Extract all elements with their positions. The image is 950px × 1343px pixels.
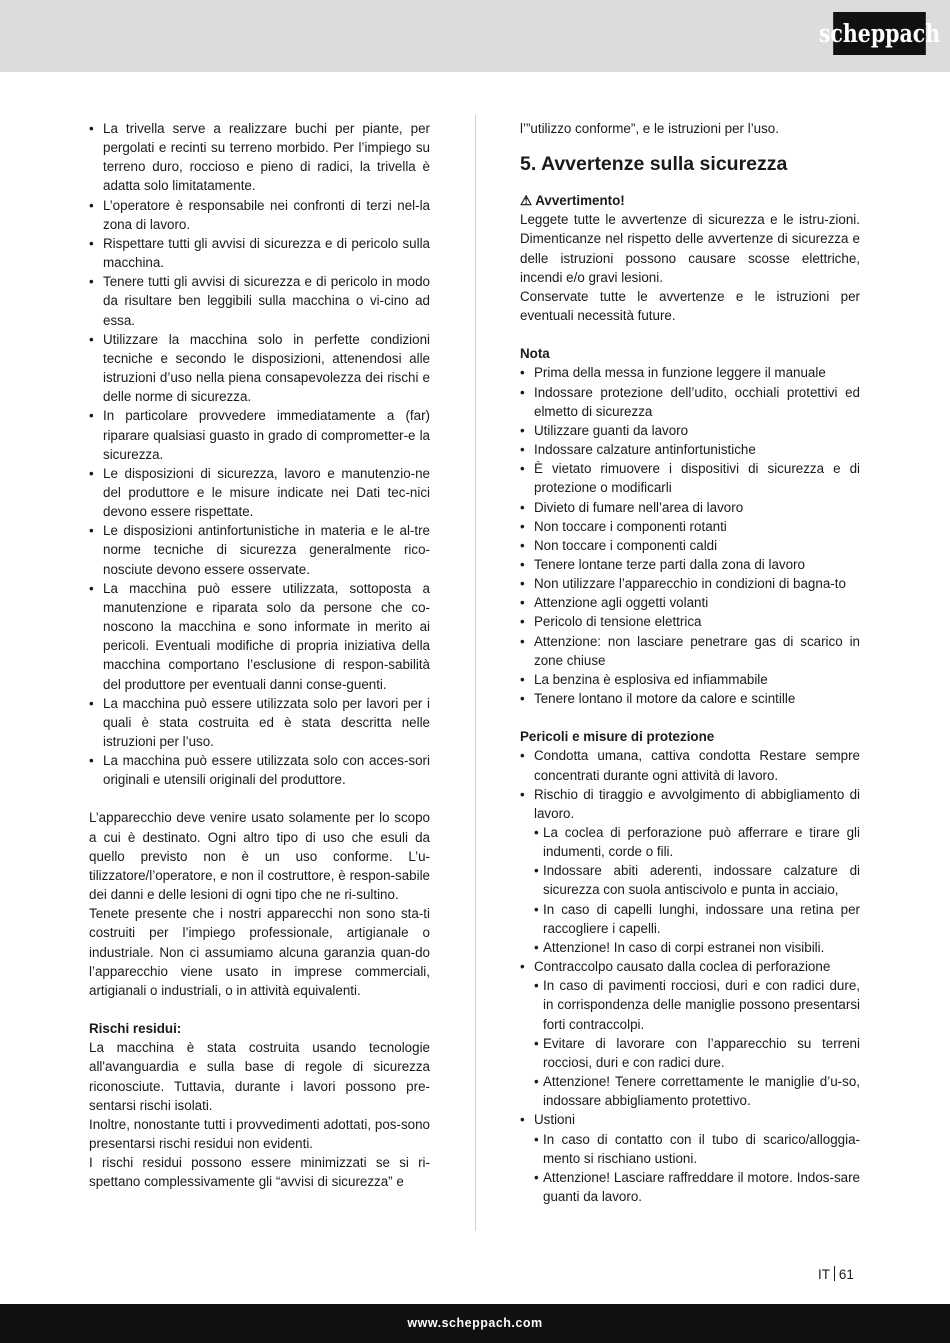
list-item-text: Pericolo di tensione elettrica [534,614,702,630]
bullet-marker: • [520,461,525,477]
bullet-marker: • [520,959,525,975]
list-item-text: Indossare abiti aderenti, indossare calzature di sicurezza con suola antiscivolo e punta in acciaio, [543,863,860,898]
list-item-text: Divieto di fumare nell’area di lavoro [534,499,744,515]
bullet-marker: • [520,1112,525,1128]
bullet-marker: • [520,691,525,707]
bullet-marker: • [89,523,94,539]
list-item [520,555,860,574]
bullet-marker: • [89,408,94,424]
bullet-marker: • [534,863,539,879]
list-item-text: Non toccare i componenti caldi [534,537,718,553]
hazard-item [520,785,860,823]
bullet-marker: • [534,1131,539,1147]
list-item-text: In caso di pavimenti rocciosi, duri e con radici dure, in corrispondenza delle maniglie possono presentarsi forti contraccolpi. [543,978,860,1032]
list-item-text: Rischio di tiraggio e avvolgimento di abbigliamento di lavoro. [534,786,860,821]
hazard-sub-list [520,1072,860,1110]
list-item-text: Condotta umana, cattiva condotta Restare sempre concentrati durante ogni attività di lavoro. [534,748,860,783]
bullet-marker: • [520,748,525,764]
residual-risks-heading: Rischi residui: [89,1021,182,1037]
header-band [0,0,950,72]
list-item [520,670,860,689]
footer-url: www.scheppach.com [407,1316,543,1330]
list-item [89,234,430,272]
bullet-marker: • [520,518,525,534]
list-item-text: È vietato rimuovere i dispositivi di sicurezza e di protezione o modificarli [534,461,860,496]
list-item-text: Non utilizzare l’apparecchio in condizioni di bagna-to [534,576,846,592]
warning-paragraph-1: Leggete tutte le avvertenze di sicurezza e le istru-zioni. Dimenticanze nel rispetto delle avvertenze di sicurezza e delle istruzioni possono causare scosse elettriche, incendi e/o gravi lesioni. [520,212,860,285]
list-item-text: In caso di contatto con il tubo di scarico/alloggia-mento si rischiano ustioni. [543,1131,860,1166]
note-bullet-list [520,363,860,708]
page-number-value: 61 [838,1267,854,1282]
list-item [520,517,860,536]
list-item [520,536,860,555]
page-number-separator [834,1266,835,1281]
list-item [520,689,860,708]
list-item-text: La macchina può essere utilizzata, sottoposta a manutenzione e riparata solo da persone che co-noscono la macchina e sono informate in merito ai pericoli. Eventuali modifiche di propria iniziativa della macchina comportano l’esclusione di respon-sabilità del produttore per eventuali danni conse-guenti. [103,580,430,692]
list-item [89,521,430,578]
bullet-marker: • [534,1074,539,1090]
list-item-text: Attenzione! Lasciare raffreddare il motore. Indos-sare guanti da lavoro. [543,1169,860,1204]
bullet-marker: • [89,580,94,596]
bullet-marker: • [534,978,539,994]
list-item-text: Contraccolpo causato dalla coclea di perforazione [534,959,831,975]
footer-band [0,1304,950,1343]
list-item-text: Attenzione! In caso di corpi estranei non visibili. [543,939,825,955]
hazard-sub-list [520,1034,860,1072]
hazard-sub-item [520,823,860,861]
bullet-marker: • [534,825,539,840]
list-item-text: Tenere lontane terze parti dalla zona di lavoro [534,556,805,572]
warning-heading: ⚠ Avvertimento! [520,193,625,209]
residual-risks-paragraph-1: La macchina è stata costruita usando tecnologie all'avanguardia e sulla base di regole di sicurezza riconosciute. Tuttavia, durante i lavori possono pre-sentarsi rischi isolati. [89,1040,430,1113]
bullet-marker: • [520,422,525,438]
list-item [520,498,860,517]
bullet-marker: • [89,197,94,213]
list-item [520,574,860,593]
list-item-text: Le disposizioni antinfortunistiche in materia e le al-tre norme tecniche di sicurezza generalmente rico-nosciute devono essere osservate. [103,523,430,577]
list-item-text: Le disposizioni di sicurezza, lavoro e manutenzio-ne del produttore e le misure indicate nei Dati tec-nici devono essere rispettate. [103,465,430,520]
bullet-marker: • [89,465,94,481]
hazard-sub-item [520,976,860,1033]
list-item-text: Utilizzare guanti da lavoro [534,422,689,438]
bullet-marker: • [520,576,525,592]
list-item [520,593,860,612]
professional-use-paragraph: Tenete presente che i nostri apparecchi non sono sta-ti costruiti per l’impiego professionale, artigianale o industriale. Non ci assumiamo alcuna garanzia quan-do l’apparecchio viene usato in imprese commerciali, artigianali o industriali, o in attività equivalenti. [89,906,430,998]
list-item-text: La benzina è esplosiva ed infiammabile [534,671,768,687]
list-item-text: Evitare di lavorare con l’apparecchio su terreni rocciosi, duri e con radici dure. [543,1035,860,1070]
list-item [89,119,430,196]
list-item-text: La macchina può essere utilizzata solo con acces-sori originali e utensili originali del produttore. [103,753,430,788]
list-item-text: Attenzione! Tenere correttamente le maniglie d’u-so, indossare abbigliamento protettivo. [543,1074,860,1109]
list-item [89,196,430,234]
hazard-sub-list [520,976,860,1033]
list-item [520,632,860,670]
list-item-text: La macchina può essere utilizzata solo per lavori per i quali è stata costruita ed è stata descritta nelle istruzioni per l’uso. [103,695,430,749]
bullet-marker: • [89,235,94,251]
list-item-text: La coclea di perforazione può afferrare e tirare gli indumenti, corde o fili. [543,825,860,860]
list-item [520,459,860,497]
bullet-marker: • [520,499,525,515]
bullet-marker: • [520,633,525,649]
list-item-text: Utilizzare la macchina solo in perfette condizioni tecniche e secondo le disposizioni, attenendosi alle istruzioni d’uso nella piena consapevolezza dei rischi e delle norme di sicurezza. [103,331,430,405]
hazard-sub-item [520,861,860,899]
bullet-marker: • [520,671,525,687]
list-item [89,330,430,407]
list-item [520,383,860,421]
list-item [89,751,430,789]
hazard-item [520,746,860,784]
hazard-item [520,957,860,976]
list-item [89,694,430,751]
section-title: 5. Avvertenze sulla sicurezza [520,153,788,176]
list-item-text: Ustioni [534,1112,575,1128]
list-item-text: Attenzione agli oggetti volanti [534,595,709,611]
list-item [520,363,860,382]
hazard-sub-list [520,1168,860,1206]
hazard-sub-list [520,1130,860,1168]
bullet-marker: • [520,556,525,572]
list-item [520,440,860,459]
list-item-text: Non toccare i componenti rotanti [534,518,727,534]
bullet-marker: • [520,384,525,400]
bullet-marker: • [534,1169,539,1185]
hazard-sub-list [520,938,860,957]
page-language: IT [818,1267,830,1282]
bullet-marker: • [534,901,539,917]
column-divider [475,115,476,1231]
list-item [89,406,430,463]
warning-paragraph-2: Conservate tutte le avvertenze e le istruzioni per eventuali necessità future. [520,288,860,324]
bullet-marker: • [520,595,525,611]
hazard-sub-list [520,900,860,938]
page-number [818,1266,854,1283]
left-column [89,119,430,1191]
hazard-sub-item [520,1130,860,1168]
right-column [520,119,860,1206]
list-item-text: Indossare protezione dell’udito, occhiali protettivi ed elmetto di sicurezza [534,384,860,419]
continued-text: l’”utilizzo conforme”, e le istruzioni per l’uso. [520,121,779,136]
bullet-marker: • [89,331,94,347]
list-item-text: Prima della messa in funzione leggere il manuale [534,365,826,381]
list-item-text: La trivella serve a realizzare buchi per piante, per pergolati e recinti su terreno morbido. Per l’impiego su terreno duro, roccioso e pieno di radici, la trivella è adatta solo limitatamente. [103,121,430,194]
usage-paragraph: L’apparecchio deve venire usato solamente per lo scopo a cui è destinato. Ogni altro tipo di uso che esuli da quello previsto non è un uso conforme. L’u-tilizzatore/l’operatore, e non il costruttore, è respon-sabile dei danni e delle lesioni di ogni tipo che ne ri-sultino. [89,810,430,903]
list-item-text: In caso di capelli lunghi, indossare una retina per raccogliere i capelli. [543,901,860,936]
bullet-marker: • [520,786,525,802]
hazard-sub-list [520,861,860,899]
bullet-marker: • [89,695,94,711]
list-item [89,579,430,694]
hazard-sub-item [520,900,860,938]
bullet-marker: • [534,939,539,955]
bullet-marker: • [520,537,525,553]
note-heading: Nota [520,346,550,362]
bullet-marker: • [89,753,94,769]
list-item-text: Tenere tutti gli avvisi di sicurezza e di pericolo in modo da risultare ben leggibili sulla macchina o vi-cino ad essa. [103,274,430,328]
list-item [89,272,430,329]
hazards-heading: Pericoli e misure di protezione [520,729,715,745]
bullet-marker: • [520,365,525,381]
bullet-marker: • [89,121,94,136]
hazard-sub-item [520,1168,860,1206]
list-item-text: Attenzione: non lasciare penetrare gas di scarico in zone chiuse [534,633,860,668]
hazard-item [520,1110,860,1129]
brand-logo: scheppach [833,12,926,55]
usage-bullet-list [89,119,430,789]
bullet-marker: • [534,1035,539,1051]
list-item-text: L’operatore è responsabile nei confronti di terzi nel-la zona di lavoro. [103,197,430,232]
list-item-text: Rispettare tutti gli avvisi di sicurezza e di pericolo sulla macchina. [103,235,430,271]
hazards-bullet-list [520,746,860,1206]
residual-risks-paragraph-3: I rischi residui possono essere minimizzati se si ri-spettano complessivamente gli “avvisi di sicurezza” e [89,1155,430,1190]
bullet-marker: • [520,442,525,458]
list-item-text: Indossare calzature antinfortunistiche [534,442,756,458]
bullet-marker: • [520,614,525,630]
bullet-marker: • [89,274,94,290]
residual-risks-paragraph-2: Inoltre, nonostante tutti i provvedimenti adottati, pos-sono presentarsi rischi residui non evidenti. [89,1116,430,1151]
list-item [520,612,860,631]
list-item-text: Tenere lontano il motore da calore e scintille [534,691,796,707]
hazard-sub-item [520,938,860,957]
list-item [520,421,860,440]
hazard-sub-item [520,1034,860,1072]
list-item-text: In particolare provvedere immediatamente a (far) riparare qualsiasi guasto in grado di comprometter-e la sicurezza. [103,408,430,462]
list-item [89,464,430,521]
hazard-sub-item [520,1072,860,1110]
hazard-sub-list [520,823,860,861]
